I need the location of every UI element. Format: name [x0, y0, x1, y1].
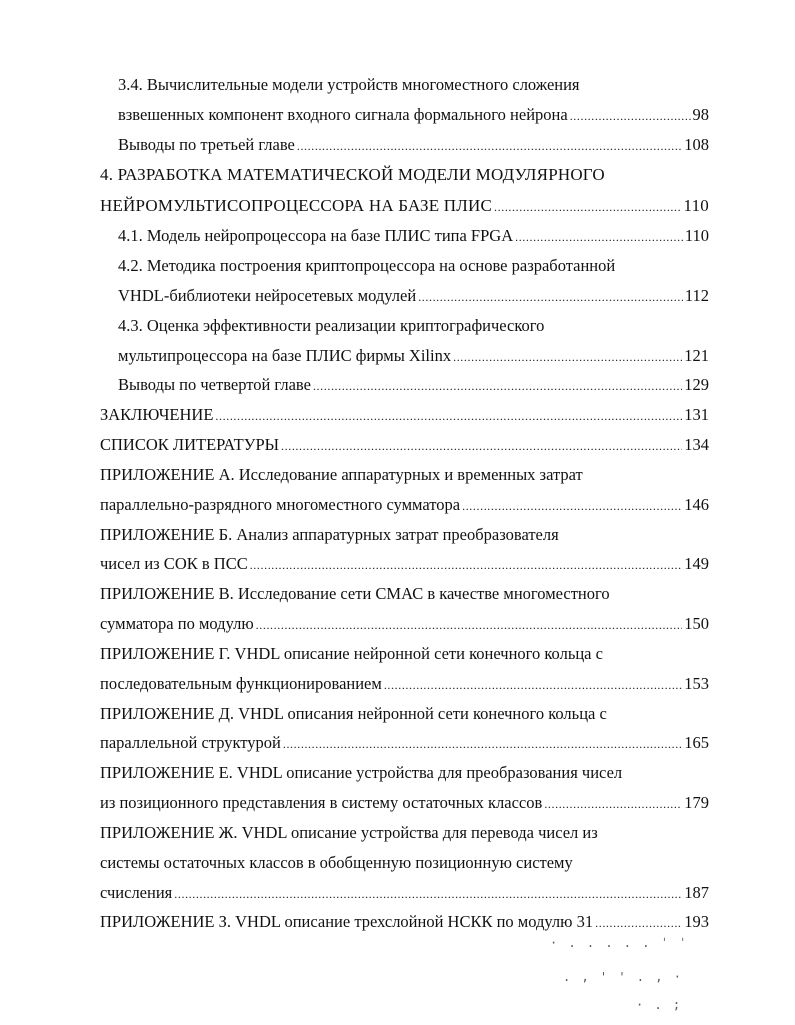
leader-dots	[418, 284, 683, 310]
leader-dots	[283, 731, 682, 757]
page-number: 165	[684, 733, 709, 752]
toc-entry: 4.1. Модель нейропроцессора на базе ПЛИС типа FPGA ..... 110	[118, 223, 709, 249]
toc-entry: из позиционного представления в систему остаточных классов ..... 179	[100, 790, 709, 816]
leader-dots	[544, 791, 682, 817]
toc-entry: VHDL-библиотеки нейросетевых модулей ..... 112	[118, 283, 709, 309]
page-number: 131	[684, 405, 709, 424]
toc-entry: мультипроцессора на базе ПЛИС фирмы Xilinx ..... 121	[118, 343, 709, 369]
toc-entry: сумматора по модулю ..... 150	[100, 611, 709, 637]
toc-chapter-line: 4. РАЗРАБОТКА МАТЕМАТИЧЕСКОЙ МОДЕЛИ МОДУЛЯРНОГО	[100, 165, 605, 184]
toc-line: ПРИЛОЖЕНИЕ А. Исследование аппаратурных и временных затрат	[100, 465, 583, 484]
toc-line: 4.3. Оценка эффективности реализации криптографического	[118, 316, 545, 335]
toc-line: ПРИЛОЖЕНИЕ Ж. VHDL описание устройства для перевода чисел из	[100, 823, 598, 842]
page-number: 110	[684, 226, 709, 245]
page-number: 108	[684, 135, 709, 154]
toc-chapter-entry: НЕЙРОМУЛЬТИСОПРОЦЕССОРА НА БАЗЕ ПЛИС ..... 110	[100, 193, 709, 219]
page-number: 146	[684, 495, 709, 514]
toc-line: 4.2. Методика построения криптопроцессора на основе разработанной	[118, 256, 616, 275]
toc-line: системы остаточных классов в обобщенную позиционную систему	[100, 853, 573, 872]
toc-entry: параллельной структурой ..... 165	[100, 730, 709, 756]
toc-line: 3.4. Вычислительные модели устройств многоместного сложения	[118, 75, 580, 94]
page-number: 149	[684, 554, 709, 573]
page-number: 150	[684, 614, 709, 633]
toc-entry: Выводы по третьей главе ..... 108	[118, 132, 709, 158]
leader-dots	[256, 612, 683, 638]
leader-dots	[494, 194, 682, 220]
toc-entry: ЗАКЛЮЧЕНИЕ ..... 131	[100, 402, 709, 428]
scan-noise: · . . . . . ˈ ˈ	[550, 936, 689, 950]
leader-dots	[515, 224, 683, 250]
toc-entry: последовательным функционированием ..... 153	[100, 671, 709, 697]
toc-line: ПРИЛОЖЕНИЕ Г. VHDL описание нейронной сети конечного кольца с	[100, 644, 603, 663]
leader-dots	[595, 910, 682, 936]
page-number: 129	[684, 375, 709, 394]
toc-line: ПРИЛОЖЕНИЕ Е. VHDL описание устройства для преобразования чисел	[100, 763, 623, 782]
page-number: 153	[684, 674, 709, 693]
toc-entry: СПИСОК ЛИТЕРАТУРЫ ..... 134	[100, 432, 709, 458]
leader-dots	[281, 433, 682, 459]
leader-dots	[313, 373, 682, 399]
page-number: 187	[684, 883, 709, 902]
leader-dots	[215, 403, 682, 429]
leader-dots	[297, 133, 682, 159]
toc-line: ПРИЛОЖЕНИЕ Б. Анализ аппаратурных затрат преобразователя	[100, 525, 559, 544]
page-number: 121	[684, 346, 709, 365]
toc-entry: взвешенных компонент входного сигнала формального нейрона ..... 98	[118, 102, 709, 128]
scan-noise: . , ' ' . , ·	[563, 970, 683, 984]
toc-entry: ПРИЛОЖЕНИЕ З. VHDL описание трехслойной НСКК по модулю 31 ..... 193	[100, 909, 709, 935]
leader-dots	[453, 344, 682, 370]
leader-dots	[384, 672, 682, 698]
toc-entry: счисления ..... 187	[100, 880, 709, 906]
page-number: 98	[692, 105, 709, 124]
leader-dots	[250, 552, 683, 578]
toc-entry: Выводы по четвертой главе ..... 129	[118, 372, 709, 398]
page-number: 110	[683, 196, 709, 215]
toc-entry: чисел из СОК в ПСС ..... 149	[100, 551, 709, 577]
scan-noise: · . ;	[636, 998, 683, 1012]
leader-dots	[174, 881, 682, 907]
toc-entry: параллельно-разрядного многоместного сумматора ..... 146	[100, 492, 709, 518]
page-number: 112	[684, 286, 709, 305]
toc-line: ПРИЛОЖЕНИЕ В. Исследование сети СМАС в качестве многоместного	[100, 584, 610, 603]
leader-dots	[570, 103, 691, 129]
page-number: 134	[684, 435, 709, 454]
page-number: 193	[684, 912, 709, 931]
page-number: 179	[684, 793, 709, 812]
toc-line: ПРИЛОЖЕНИЕ Д. VHDL описания нейронной сети конечного кольца с	[100, 704, 607, 723]
leader-dots	[462, 493, 682, 519]
